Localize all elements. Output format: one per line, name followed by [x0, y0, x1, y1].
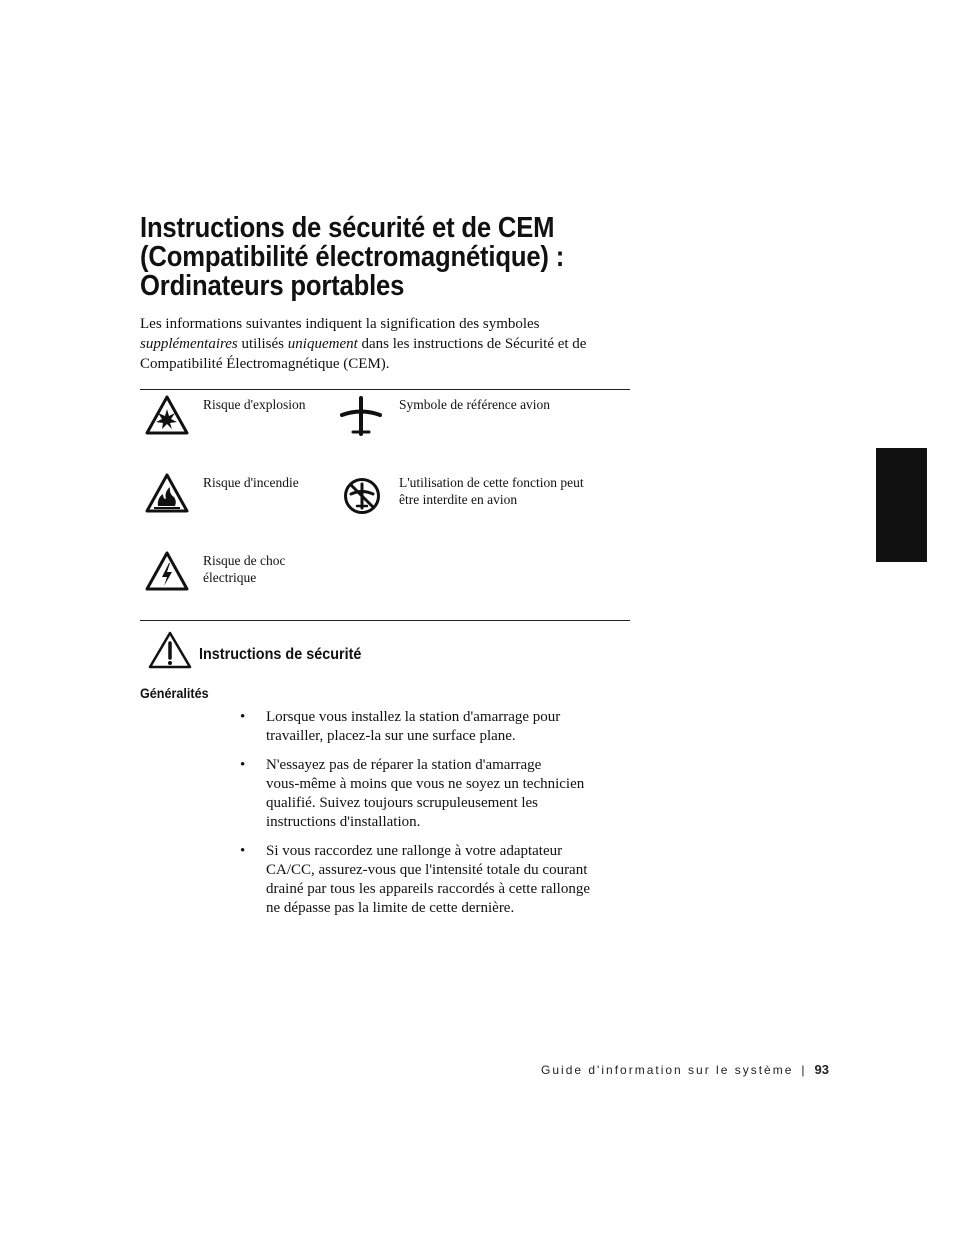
intro-emphasis: uniquement [287, 336, 358, 352]
footer-title: Guide d'information sur le système [541, 1063, 794, 1077]
list-item-line: drainé par tous les appareils raccordés à cette rallonge [266, 881, 591, 897]
symbol-label-line: L'utilisation de cette fonction peut [399, 475, 584, 490]
page-title [140, 214, 644, 301]
explosion-warning-icon [144, 394, 190, 436]
list-item-line: Si vous raccordez une rallonge à votre adaptateur [266, 843, 563, 859]
airplane-icon [339, 396, 383, 436]
symbol-label-line: Risque de choc [203, 553, 286, 568]
footer-separator: | [801, 1063, 805, 1077]
chapter-thumb-tab [876, 448, 927, 562]
intro-emphasis: supplémentaires [140, 336, 238, 352]
subsection-heading: Généralités [140, 685, 209, 701]
page-footer [541, 1062, 829, 1077]
list-item [240, 708, 630, 746]
list-item-line: travailler, placez-la sur une surface plane. [266, 728, 516, 744]
airplane-prohibited-icon [342, 476, 382, 516]
symbol-label-explosion: Risque d'explosion [203, 397, 306, 412]
list-item-line: vous-même à moins que vous ne soyez un technicien [266, 776, 585, 792]
page-title-line: Ordinateurs portables [140, 270, 405, 302]
list-item-line: CA/CC, assurez-vous que l'intensité totale du courant [266, 862, 588, 878]
list-item [240, 842, 630, 918]
bullet-glyph: • [240, 709, 246, 725]
list-item-line: instructions d'installation. [266, 814, 421, 830]
section-heading: Instructions de sécurité [199, 646, 362, 663]
page-title-line: Instructions de sécurité et de CEM [140, 212, 555, 244]
bullet-glyph: • [240, 843, 246, 859]
safety-bullet-list [240, 708, 630, 928]
symbols-bottom-divider [140, 620, 630, 621]
list-item-line: N'essayez pas de réparer la station d'amarrage [266, 757, 542, 773]
symbol-label-airplane: Symbole de référence avion [399, 397, 551, 412]
list-item-line: Lorsque vous installez la station d'amarrage pour [266, 709, 561, 725]
intro-text: utilisés [237, 336, 288, 352]
page-number: 93 [814, 1062, 829, 1077]
symbol-label-no-airplane [399, 474, 619, 508]
page-title-line: (Compatibilité électromagnétique) : [140, 241, 565, 273]
intro-text: Les informations suivantes indiquent la signification des symboles [140, 316, 540, 332]
list-item-line: ne dépasse pas la limite de cette dernière. [266, 900, 515, 916]
symbol-label-line: électrique [203, 570, 257, 585]
intro-paragraph [140, 314, 610, 374]
bullet-glyph: • [240, 757, 246, 773]
symbol-label-line: être interdite en avion [399, 492, 518, 507]
symbols-top-divider [140, 389, 630, 390]
symbol-label-shock [203, 552, 423, 586]
symbol-label-fire: Risque d'incendie [203, 475, 299, 490]
list-item [240, 756, 630, 832]
caution-warning-icon [147, 630, 193, 670]
electric-shock-warning-icon [144, 550, 190, 592]
list-item-line: qualifié. Suivez toujours scrupuleusement les [266, 795, 539, 811]
fire-warning-icon [144, 472, 190, 514]
intro-text: dans les instructions de Sécurité et de Compatibilité Électromagnétique (CEM). [140, 336, 587, 372]
